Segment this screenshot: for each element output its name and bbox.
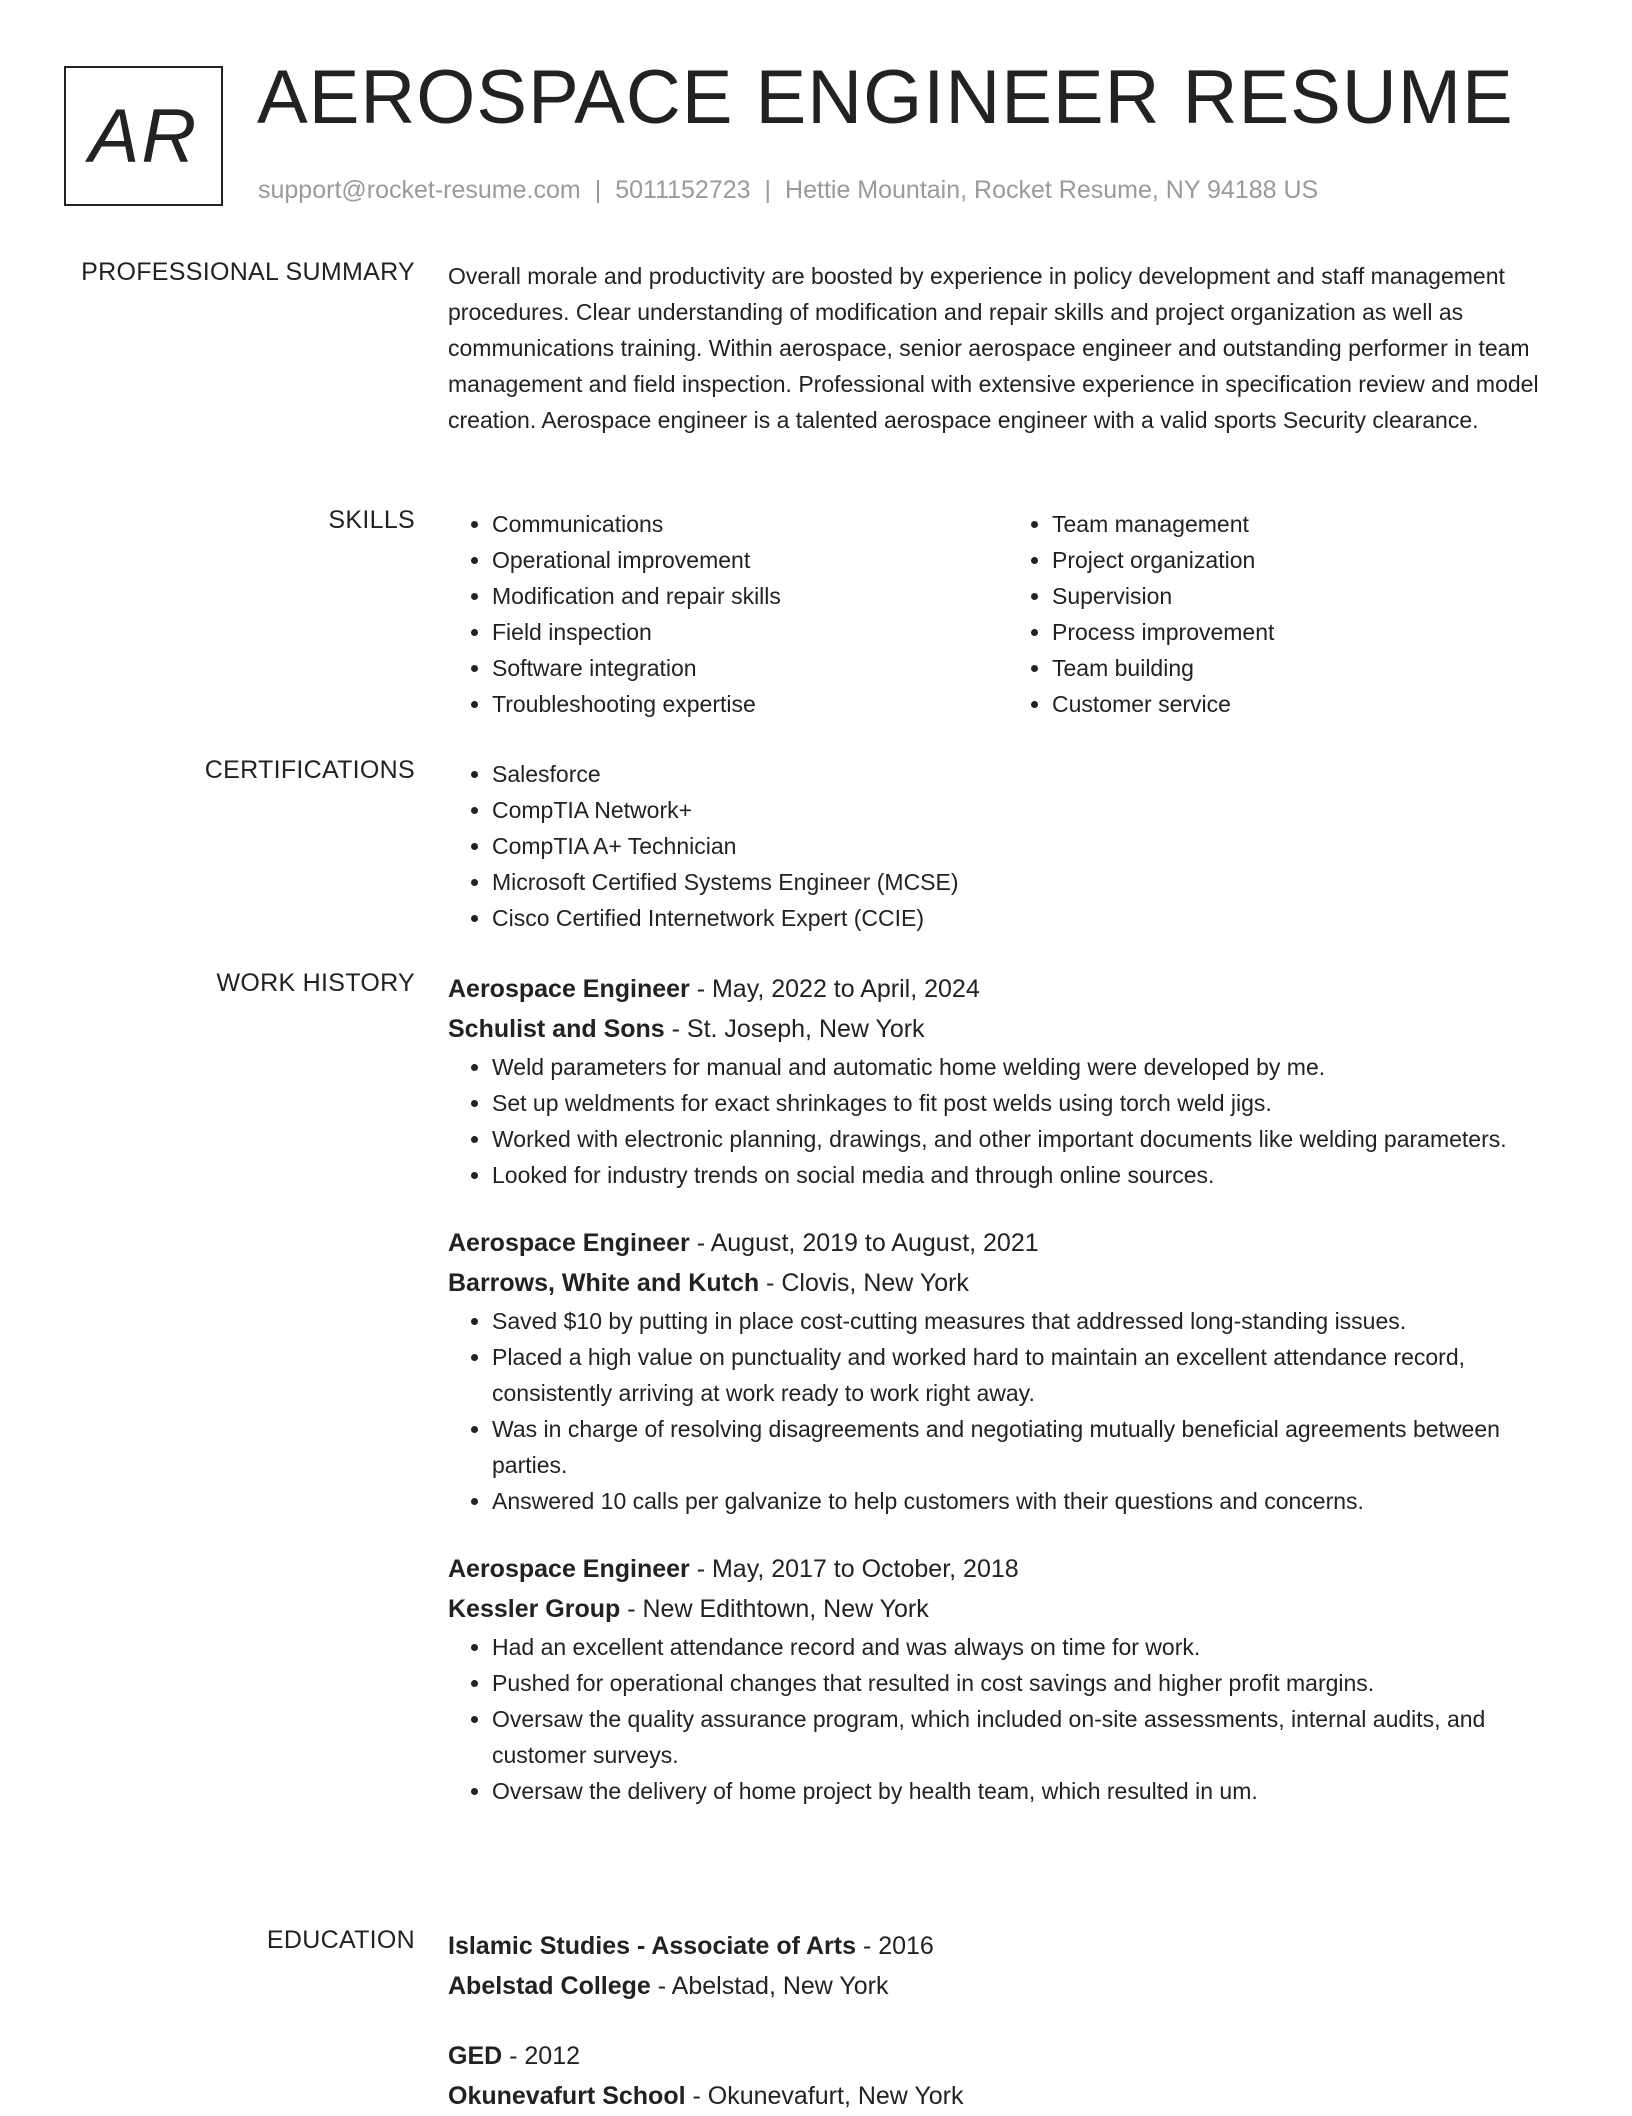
skill-item: • Team management [1052, 506, 1568, 542]
skill-item: • Troubleshooting expertise [492, 686, 1008, 722]
job-company-line [448, 1589, 1568, 1629]
education-body [448, 1926, 1568, 2116]
certification-item: • Microsoft Certified Systems Engineer (MCSE) [492, 864, 1568, 900]
education-location: - Okunevafurt, New York [685, 2082, 964, 2110]
job-company: Barrows, White and Kutch [448, 1269, 760, 1297]
education-school: Abelstad College [448, 1972, 651, 2000]
monogram-initials: AR [88, 93, 199, 179]
section-label-work: WORK HISTORY [216, 969, 415, 997]
skill-item: • Modification and repair skills [492, 578, 1008, 614]
job-title-line [448, 1549, 1568, 1589]
work-body [448, 969, 1568, 1809]
skills-list-left [448, 506, 1008, 722]
job-dates: - May, 2022 to April, 2024 [689, 975, 980, 1003]
contact-separator: | [594, 176, 602, 204]
section-label-skills: SKILLS [328, 506, 415, 534]
summary-text: Overall morale and productivity are boosted by experience in policy development and staff management procedures. Clear understanding of modification and repair skills and project organization as well as communications training. Within aerospace, senior aerospace engineer and outstanding performer in team management and field inspection. Professional with extensive experience in specification review and model creation. Aerospace engineer is a talented aerospace engineer with a valid sports Security clearance. [448, 263, 1539, 433]
skill-item: • Operational improvement [492, 542, 1008, 578]
job-company-line [448, 1009, 1568, 1049]
certifications-list [448, 756, 1568, 936]
job-company-line [448, 1263, 1568, 1303]
job-location: - New Edithtown, New York [620, 1595, 929, 1623]
education-location: - Abelstad, New York [650, 1972, 889, 2000]
job-bullets [448, 1303, 1568, 1519]
job-title-line [448, 969, 1568, 1009]
contact-separator: | [764, 176, 772, 204]
section-label-summary: PROFESSIONAL SUMMARY [81, 258, 415, 286]
education-degree: GED [448, 2042, 503, 2070]
certifications-body [448, 756, 1568, 936]
job-dates: - August, 2019 to August, 2021 [689, 1229, 1039, 1257]
monogram-box [64, 66, 223, 206]
section-label-education: EDUCATION [266, 1926, 415, 1954]
education-school-line [448, 1966, 1568, 2006]
job-bullet: • Oversaw the quality assurance program, which included on-site assessments, internal audits, and customer surveys. [492, 1701, 1568, 1773]
job-entry [448, 1223, 1568, 1519]
certification-item: • Salesforce [492, 756, 1568, 792]
job-bullet: • Worked with electronic planning, drawings, and other important documents like welding parameters. [492, 1121, 1568, 1157]
contact-address: Hettie Mountain, Rocket Resume, NY 94188 US [785, 176, 1319, 204]
contact-line [258, 176, 1318, 205]
job-company: Kessler Group [448, 1595, 621, 1623]
contact-phone: 5011152723 [615, 176, 751, 204]
education-entry [448, 2036, 1568, 2116]
education-degree-line [448, 2036, 1568, 2076]
job-bullet: • Placed a high value on punctuality and worked hard to maintain an excellent attendance record, consistently arriving at work ready to work right away. [492, 1339, 1568, 1411]
job-bullet: • Saved $10 by putting in place cost-cutting measures that addressed long-standing issues. [492, 1303, 1568, 1339]
skill-item: • Customer service [1052, 686, 1568, 722]
job-bullet: • Was in charge of resolving disagreements and negotiating mutually beneficial agreements between parties. [492, 1411, 1568, 1483]
job-bullet: • Had an excellent attendance record and was always on time for work. [492, 1629, 1568, 1665]
section-label-certifications: CERTIFICATIONS [204, 756, 415, 784]
job-entry [448, 969, 1568, 1193]
job-entry [448, 1549, 1568, 1809]
education-school-line [448, 2076, 1568, 2116]
skills-body [448, 506, 1568, 722]
job-bullets [448, 1049, 1568, 1193]
job-bullet: • Weld parameters for manual and automatic home welding were developed by me. [492, 1049, 1568, 1085]
skill-item: • Field inspection [492, 614, 1008, 650]
job-bullet: • Oversaw the delivery of home project by health team, which resulted in um. [492, 1773, 1568, 1809]
job-bullet: • Looked for industry trends on social media and through online sources. [492, 1157, 1568, 1193]
contact-email: support@rocket-resume.com [258, 176, 581, 204]
education-year: - 2016 [856, 1932, 934, 1960]
skill-item: • Team building [1052, 650, 1568, 686]
job-location: - St. Joseph, New York [664, 1015, 925, 1043]
skill-item: • Process improvement [1052, 614, 1568, 650]
skills-list-right [1008, 506, 1568, 722]
skill-item: • Communications [492, 506, 1008, 542]
resume-title: AEROSPACE ENGINEER RESUME [257, 55, 1514, 140]
job-dates: - May, 2017 to October, 2018 [689, 1555, 1019, 1583]
education-school: Okunevafurt School [448, 2082, 686, 2110]
job-title: Aerospace Engineer [448, 1555, 690, 1583]
summary-body [448, 258, 1568, 438]
job-title-line [448, 1223, 1568, 1263]
skill-item: • Software integration [492, 650, 1008, 686]
certification-item: • CompTIA A+ Technician [492, 828, 1568, 864]
job-bullet: • Set up weldments for exact shrinkages to fit post welds using torch weld jigs. [492, 1085, 1568, 1121]
job-title: Aerospace Engineer [448, 975, 690, 1003]
job-location: - Clovis, New York [759, 1269, 969, 1297]
skill-item: • Project organization [1052, 542, 1568, 578]
certification-item: • Cisco Certified Internetwork Expert (CCIE) [492, 900, 1568, 936]
job-company: Schulist and Sons [448, 1015, 665, 1043]
education-entry [448, 1926, 1568, 2006]
skill-item: • Supervision [1052, 578, 1568, 614]
job-bullet: • Answered 10 calls per galvanize to help customers with their questions and concerns. [492, 1483, 1568, 1519]
education-year: - 2012 [502, 2042, 581, 2070]
job-bullets [448, 1629, 1568, 1809]
job-bullet: • Pushed for operational changes that resulted in cost savings and higher profit margins. [492, 1665, 1568, 1701]
education-degree-line [448, 1926, 1568, 1966]
job-title: Aerospace Engineer [448, 1229, 690, 1257]
education-degree: Islamic Studies - Associate of Arts [448, 1932, 856, 1960]
certification-item: • CompTIA Network+ [492, 792, 1568, 828]
